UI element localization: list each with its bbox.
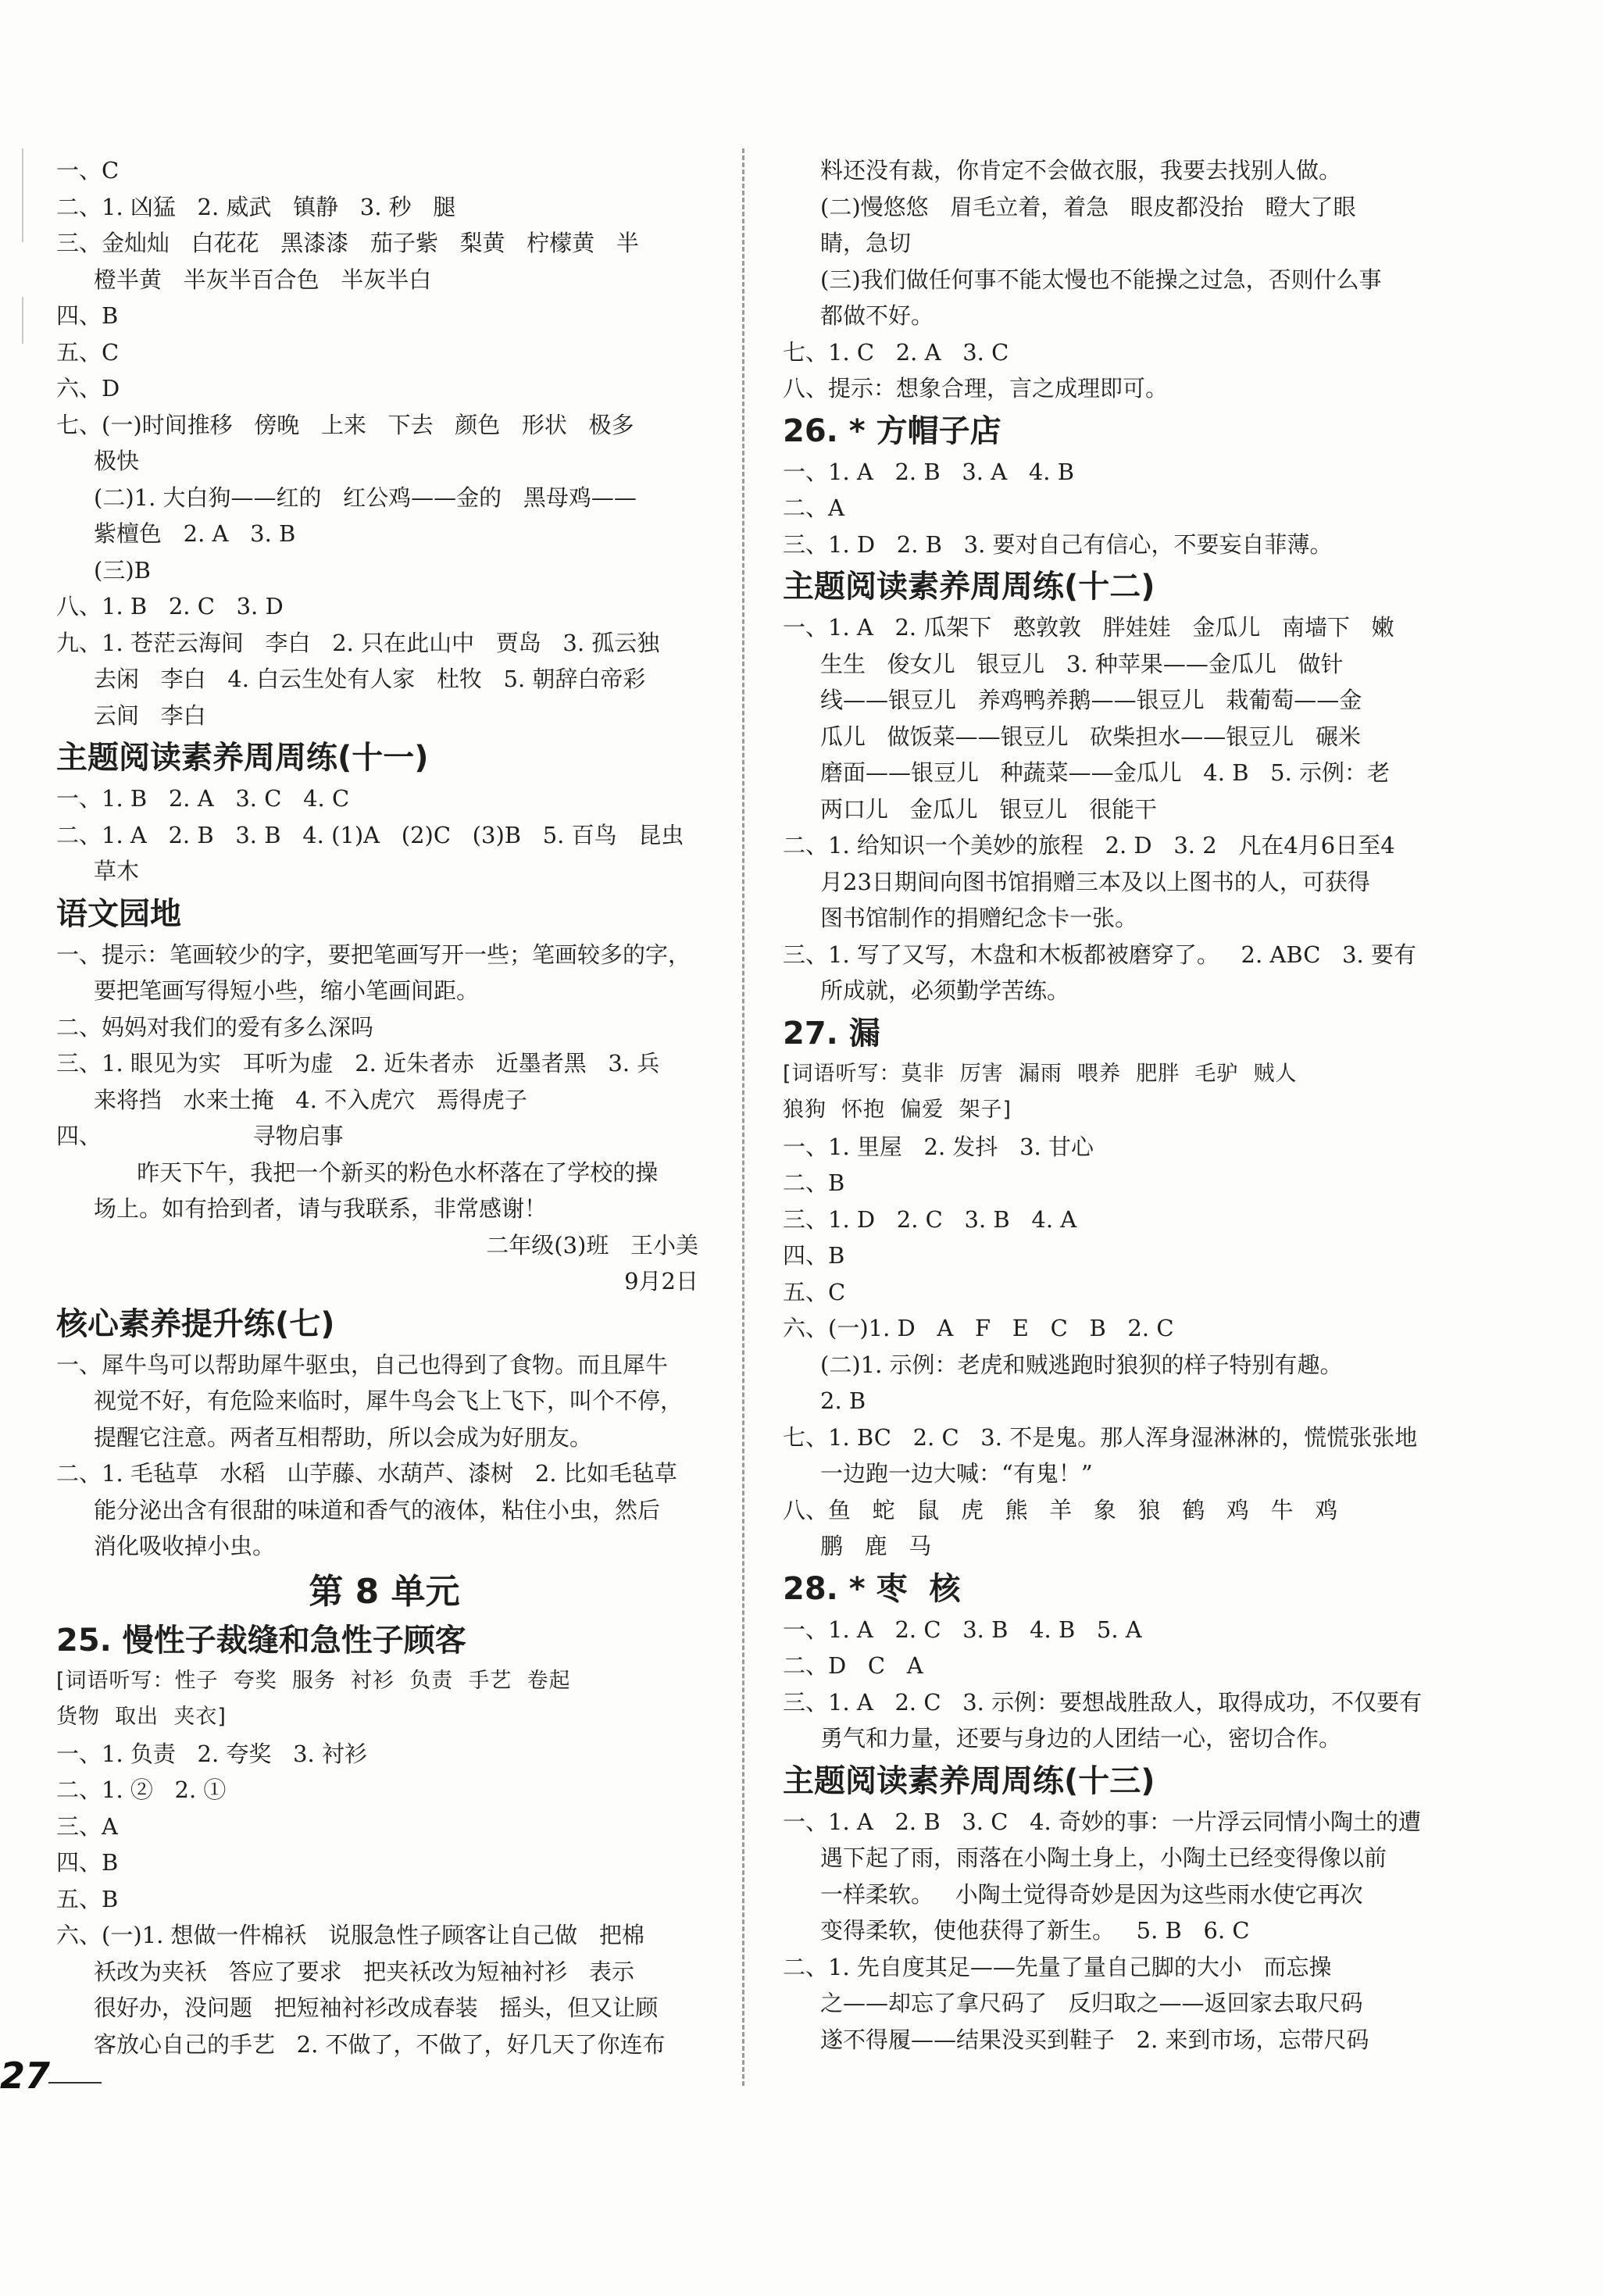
answer-line: 二、1. 给知识一个美妙的旅程 2. D 3. 2 凡在4月6日至4: [783, 832, 1395, 859]
answer-line: 一、1. A 2. C 3. B 4. B 5. A: [783, 1616, 1142, 1643]
answer-line: 磨面——银豆儿 种蔬菜——金瓜儿 4. B 5. 示例：老: [820, 759, 1391, 786]
answer-line: 都做不好。: [820, 302, 934, 329]
answer-line: 八、1. B 2. C 3. D: [56, 593, 284, 620]
answer-line: 场上。如有拾到者，请与我联系，非常感谢！: [94, 1195, 548, 1222]
answer-line: (三)我们做任何事不能太慢也不能操之过急，否则什么事: [820, 266, 1382, 293]
answer-line: 七、1. BC 2. C 3. 不是鬼。那人浑身湿淋淋的，慌慌张张地: [783, 1423, 1418, 1451]
answer-line: 二、B: [783, 1169, 845, 1196]
section-heading: 语文园地: [56, 895, 181, 932]
answer-line: 一、1. 负责 2. 夸奖 3. 衬衫: [56, 1740, 367, 1767]
answer-line: 三、金灿灿 白花花 黑漆漆 茄子紫 梨黄 柠檬黄 半: [56, 230, 639, 256]
answer-line: 睛，急切: [820, 230, 912, 256]
answer-line: 二、1. 先自度其足——先量了量自己脚的大小 而忘操: [783, 1953, 1332, 1980]
answer-line: 一边跑一边大喊：“有鬼！”: [820, 1460, 1093, 1487]
answer-line: 四、B: [783, 1242, 845, 1269]
answer-line: 要把笔画写得短小些，缩小笔画间距。: [94, 977, 480, 1004]
vocabulary-dictation-line: 狼狗 怀抱 偏爱 架子]: [783, 1098, 1012, 1122]
answer-line: 所成就，必须勤学苦练。: [820, 977, 1070, 1004]
answer-line: 遇下起了雨，雨落在小陶土身上，小陶土已经变得像以前: [820, 1844, 1387, 1871]
answer-line: 三、1. 眼见为实 耳听为虚 2. 近朱者赤 近墨者黑 3. 兵: [56, 1050, 660, 1077]
answer-line: 二、1. 毛毡草 水稻 山芋藤、水葫芦、漆树 2. 比如毛毡草: [56, 1460, 677, 1487]
answer-line: 9月2日: [624, 1268, 698, 1294]
answer-line: 六、(一)1. D A F E C B 2. C: [783, 1315, 1174, 1341]
section-heading: 27. 漏: [783, 1015, 880, 1052]
answer-line: 四、 寻物启事: [56, 1123, 344, 1149]
left-column: [56, 152, 712, 2062]
answer-line: 一、提示：笔画较少的字，要把笔画写开一些；笔画较多的字，: [56, 941, 691, 968]
answer-line: 来将挡 水来土掩 4. 不入虎穴 焉得虎子: [94, 1086, 527, 1113]
answer-line: 七、(一)时间推移 傍晚 上来 下去 颜色 形状 极多: [56, 411, 634, 438]
answer-line: 图书馆制作的捐赠纪念卡一张。: [820, 905, 1138, 931]
answer-line: 一、1. A 2. 瓜架下 憨敦敦 胖娃娃 金瓜儿 南墙下 嫩: [783, 614, 1394, 641]
answer-line: (三)B: [94, 556, 151, 584]
answer-line: 遂不得履——结果没买到鞋子 2. 来到市场，忘带尺码: [820, 2026, 1369, 2053]
section-heading: 28. * 枣 核: [783, 1570, 961, 1607]
answer-line: 极快: [94, 448, 140, 474]
answer-line: 三、1. 写了又写，木盘和木板都被磨穿了。 2. ABC 3. 要有: [783, 941, 1416, 968]
answer-line: 袄改为夹袄 答应了要求 把夹袄改为短袖衬衫 表示: [94, 1958, 634, 1985]
answer-line: 消化吸收掉小虫。: [94, 1533, 276, 1559]
answer-line: 二、妈妈对我们的爱有多么深吗: [56, 1013, 374, 1041]
answer-line: 九、1. 苍茫云海间 李白 2. 只在此山中 贾岛 3. 孤云独: [56, 629, 660, 656]
answer-line: 二、1. 凶猛 2. 威武 镇静 3. 秒 腿: [56, 193, 456, 220]
answer-line: 2. B: [820, 1387, 866, 1414]
answer-line: 一、C: [56, 157, 120, 184]
section-heading: 主题阅读素养周周练(十三): [783, 1762, 1155, 1799]
answer-line: 三、1. D 2. B 3. 要对自己有信心，不要妄自菲薄。: [783, 530, 1333, 558]
answer-line: 勇气和力量，还要与身边的人团结一心，密切合作。: [820, 1725, 1342, 1751]
answer-line: 六、(一)1. 想做一件棉袄 说服急性子顾客让自己做 把棉: [56, 1922, 644, 1948]
section-heading: 25. 慢性子裁缝和急性子顾客: [56, 1622, 466, 1659]
answer-line: (二)1. 大白狗——红的 红公鸡——金的 黑母鸡——: [94, 484, 637, 511]
vocabulary-dictation-line: 货物 取出 夹衣]: [56, 1705, 227, 1729]
answer-line: 橙半黄 半灰半百合色 半灰半白: [94, 266, 432, 293]
answer-line: 二年级(3)班 王小美: [486, 1231, 698, 1259]
answer-line: 一、1. A 2. B 3. C 4. 奇妙的事：一片浮云同情小陶土的遭: [783, 1808, 1421, 1835]
answer-line: 提醒它注意。两者互相帮助，所以会成为好朋友。: [94, 1423, 593, 1451]
answer-line: 去闲 李白 4. 白云生处有人家 杜牧 5. 朝辞白帝彩: [94, 666, 646, 692]
answer-line: 鹏 鹿 马: [820, 1533, 932, 1559]
right-column: [783, 152, 1431, 2058]
column-divider: [742, 148, 744, 2086]
answer-line: 三、A: [56, 1812, 118, 1840]
answer-line: (二)慢悠悠 眉毛立着，着急 眼皮都没抬 瞪大了眼: [820, 193, 1356, 220]
page-edge-mark: [22, 148, 23, 242]
answer-line: 客放心自己的手艺 2. 不做了，不做了，好几天了你连布: [94, 2030, 666, 2058]
section-heading: 核心素养提升练(七): [56, 1305, 335, 1342]
answer-line: 两口儿 金瓜儿 银豆儿 很能干: [820, 795, 1157, 823]
answer-line: 三、1. D 2. C 3. B 4. A: [783, 1205, 1077, 1233]
answer-line: 紫檀色 2. A 3. B: [94, 520, 296, 547]
answer-line: 变得柔软，使他获得了新生。 5. B 6. C: [820, 1917, 1250, 1944]
answer-line: 二、D C A: [783, 1652, 923, 1679]
answer-line: 三、1. A 2. C 3. 示例：要想战胜敌人，取得成功，不仅要有: [783, 1688, 1423, 1716]
answer-line: 一、1. B 2. A 3. C 4. C: [56, 785, 350, 812]
answer-line: 瓜儿 做饭菜——银豆儿 砍柴担水——银豆儿 碾米: [820, 723, 1361, 750]
answer-line: 二、1. ② 2. ①: [56, 1776, 227, 1803]
page-edge-mark: [22, 297, 23, 344]
answer-line: (二)1. 示例：老虎和贼逃跑时狼狈的样子特别有趣。: [820, 1351, 1343, 1378]
vocabulary-dictation-line: [词语听写：性子 夸奖 服务 衬衫 负责 手艺 卷起: [56, 1668, 571, 1693]
page-number: 27: [0, 2055, 51, 2097]
answer-line: 很好办，没问题 把短袖衬衫改成春装 摇头，但又让顾: [94, 1994, 659, 2021]
answer-line: 线——银豆儿 养鸡鸭养鹅——银豆儿 栽葡萄——金: [820, 687, 1362, 713]
unit-heading: 第 8 单元: [309, 1571, 460, 1612]
answer-line: 之——却忘了拿尺码了 反归取之——返回家去取尺码: [820, 1990, 1363, 2016]
answer-line: 六、D: [56, 375, 120, 402]
answer-line: 一、1. 里屋 2. 发抖 3. 甘心: [783, 1133, 1094, 1160]
answer-line: 五、C: [56, 338, 120, 366]
answer-line: 八、鱼 蛇 鼠 虎 熊 羊 象 狼 鹤 鸡 牛 鸡: [783, 1496, 1338, 1523]
answer-line: 生生 俊女儿 银豆儿 3. 种苹果——金瓜儿 做针: [820, 650, 1344, 677]
answer-line: 料还没有裁，你肯定不会做衣服，我要去找别人做。: [820, 157, 1342, 184]
page-number-rule: [48, 2082, 102, 2084]
answer-line: 昨天下午，我把一个新买的粉色水杯落在了学校的操: [94, 1159, 659, 1186]
answer-line: 能分泌出含有很甜的味道和香气的液体，粘住小虫，然后: [94, 1496, 661, 1523]
answer-line: 四、B: [56, 1849, 119, 1876]
answer-line: 二、1. A 2. B 3. B 4. (1)A (2)C (3)B 5. 百鸟 昆虫: [56, 821, 684, 848]
answer-line: 五、B: [56, 1885, 119, 1912]
section-heading: 主题阅读素养周周练(十一): [56, 740, 429, 776]
section-heading: 26. * 方帽子店: [783, 412, 1001, 449]
answer-line: 一、犀牛鸟可以帮助犀牛驱虫，自己也得到了食物。而且犀牛: [56, 1351, 669, 1378]
section-heading: 主题阅读素养周周练(十二): [783, 569, 1155, 605]
answer-line: 一、1. A 2. B 3. A 4. B: [783, 458, 1075, 485]
vocabulary-dictation-line: [词语听写：莫非 厉害 漏雨 喂养 肥胖 毛驴 贼人: [783, 1061, 1298, 1086]
answer-line: 五、C: [783, 1278, 846, 1305]
answer-line: 云间 李白: [94, 702, 206, 729]
answer-line: 一样柔软。 小陶土觉得奇妙是因为这些雨水使它再次: [820, 1880, 1363, 1908]
answer-line: 视觉不好，有危险来临时，犀牛鸟会飞上飞下，叫个不停，: [94, 1387, 684, 1414]
answer-line: 月23日期间向图书馆捐赠三本及以上图书的人，可获得: [820, 868, 1370, 895]
answer-line: 七、1. C 2. A 3. C: [783, 338, 1009, 366]
answer-line: 草木: [94, 858, 140, 884]
answer-line: 四、B: [56, 302, 119, 329]
answer-line: 二、A: [783, 495, 844, 521]
answer-line: 八、提示：想象合理，言之成理即可。: [783, 375, 1169, 402]
